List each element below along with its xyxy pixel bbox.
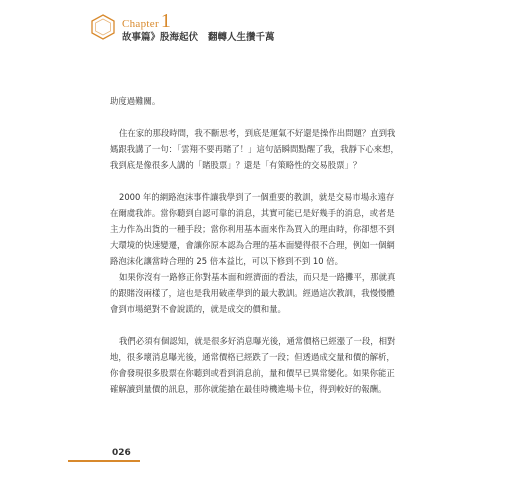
text-line: 我到底是像很多人講的「賭股票」？還是「有策略性的交易股票」？	[110, 160, 362, 170]
text-line: 如果你沒有一路修正你對基本面和經濟面的看法，而只是一路攤平，那就真	[119, 272, 396, 282]
section-title: 故事篇》股海起伏	[122, 32, 199, 43]
text-line: 的跟賭沒兩樣了，這也是我用破產學到的最大教訓。經過這次教訓，我慢慢體	[110, 288, 395, 298]
chapter-title	[122, 29, 275, 43]
page-number: 026	[112, 448, 131, 458]
hexagon-icon	[90, 14, 116, 40]
text-line: 住在家的那段時間，我不斷思考，到底是運氣不好還是操作出問題？直到我	[119, 128, 396, 138]
footer-rule	[68, 460, 140, 462]
text-line: 2000 年的網路泡沫事件讓我學到了一個重要的教訓，就是交易市場永遠存	[119, 192, 395, 202]
text-line: 地，很多壞消息曝光後，通常價格已經跌了一段；但透過成交量和價的解析，	[110, 352, 395, 362]
text-line: 媽跟我講了一句：「雲翔不要再賭了！」這句話瞬間點醒了我，我靜下心來想，	[110, 144, 399, 154]
text-line: 會到市場絕對不會說謊的，就是成交的價和量。	[110, 304, 286, 314]
text-line: 你會發現很多股票在你聽到或看到消息前，量和價早已異常變化。如果你能正	[110, 368, 395, 378]
text-line: 確解讀到量價的訊息，那你就能搶在最佳時機進場卡位，得到較好的報酬。	[110, 384, 387, 394]
text-line: 大環境的快速變遷，會讓你原本認為合理的基本面變得很不合理，例如一個網	[110, 240, 395, 250]
text-line: 在爾虞我詐。當你聽到自認可靠的消息，其實可能已是好幾手的消息，或者是	[110, 208, 395, 218]
chapter-word: Chapter	[122, 18, 159, 30]
chapter-number: 1	[160, 10, 171, 32]
text-line: 路泡沫化讓當時合理的 25 倍本益比，可以下修到不到 10 倍。	[110, 256, 343, 266]
text-line: 我們必須有個認知，就是很多好消息曝光後，通常價格已經漲了一段，相對	[119, 336, 396, 346]
text-line: 助度過難關。	[110, 96, 161, 106]
chapter-subtitle: 翻轉人生攢千萬	[208, 32, 275, 43]
text-line: 主力作為出貨的一種手段；當你利用基本面來作為買入的理由時，你卻想不到	[110, 224, 395, 234]
